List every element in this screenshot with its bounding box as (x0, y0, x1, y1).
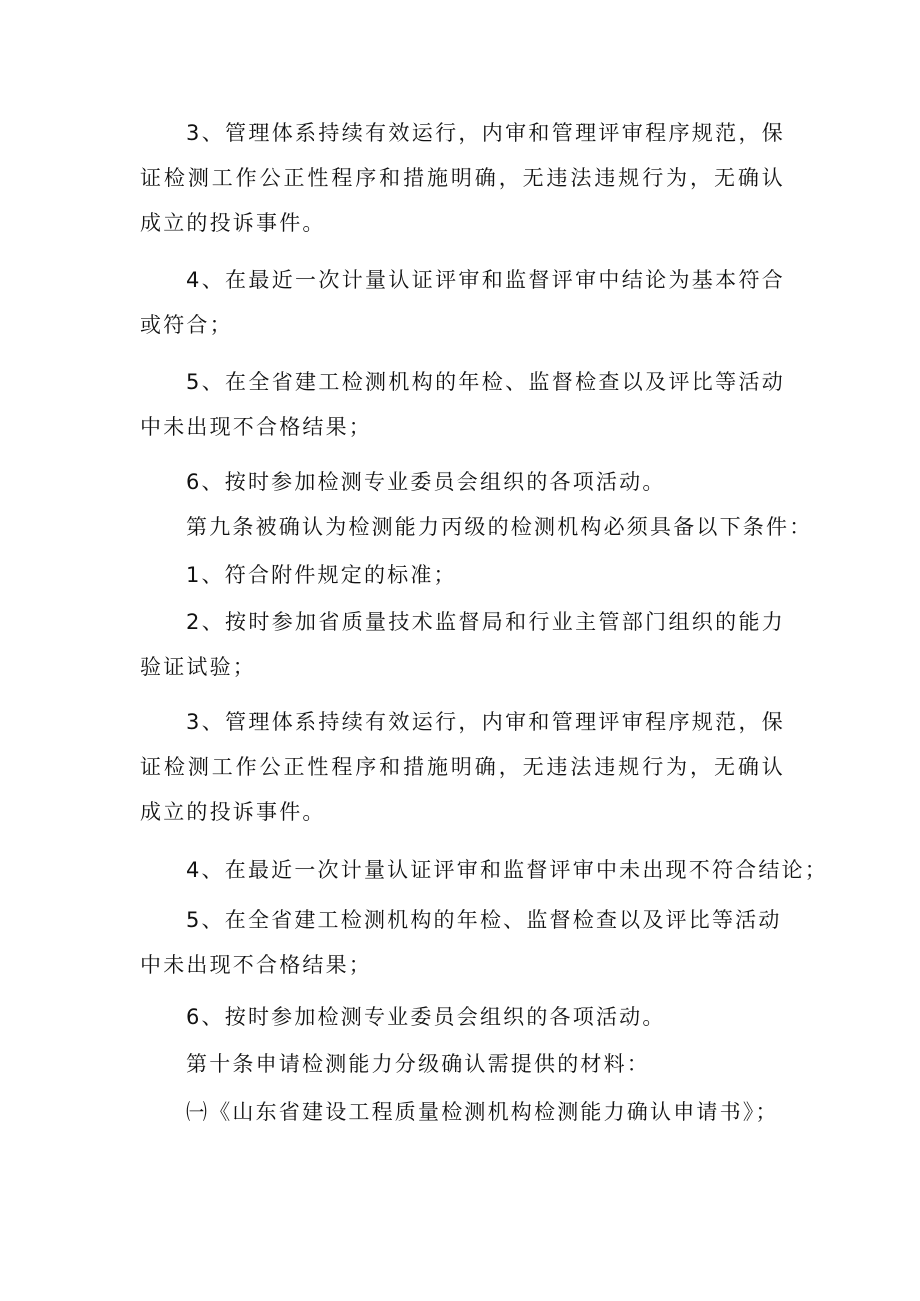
paragraph-item-5-line-2: 中未出现不合格结果； (140, 953, 372, 977)
paragraph-item-4-evaluation-result: 4、在最近一次计量认证评审和监督评审中结论为基本符合或符合； (140, 268, 785, 337)
paragraph-item-6-activities: 6、按时参加检测专业委员会组织的各项活动。 (186, 470, 666, 494)
paragraph-item-application-form: ㈠《山东省建设工程质量检测机构检测能力确认申请书》； (186, 1100, 779, 1124)
paragraph-item-5-annual-inspection: 5、在全省建工检测机构的年检、监督检查以及评比等活动中未出现不合格结果； (140, 370, 785, 439)
paragraph-item-3-management-system: 3、管理体系持续有效运行，内审和管理评审程序规范，保证检测工作公正性程序和措施明确，无违法违规行为，无确认成立的投诉事件。 (140, 121, 785, 235)
article-9-heading: 第九条被确认为检测能力丙级的检测机构必须具备以下条件： (186, 515, 813, 539)
paragraph-item-3-management-system-b: 3、管理体系持续有效运行，内审和管理评审程序规范，保证检测工作公正性程序和措施明确，无违法违规行为，无确认成立的投诉事件。 (140, 710, 785, 824)
article-10-heading: 第十条申请检测能力分级确认需提供的材料： (186, 1052, 650, 1076)
paragraph-item-6-activities-b: 6、按时参加检测专业委员会组织的各项活动。 (186, 1005, 666, 1029)
paragraph-item-4-no-nonconformity: 4、在最近一次计量认证评审和监督评审中未出现不符合结论； (186, 858, 828, 882)
paragraph-item-1-standard: 1、符合附件规定的标准； (186, 563, 457, 587)
paragraph-item-5-line-1: 5、在全省建工检测机构的年检、监督检查以及评比等活动 (186, 908, 782, 932)
paragraph-item-2-proficiency-test: 2、按时参加省质量技术监督局和行业主管部门组织的能力验证试验； (140, 610, 785, 679)
